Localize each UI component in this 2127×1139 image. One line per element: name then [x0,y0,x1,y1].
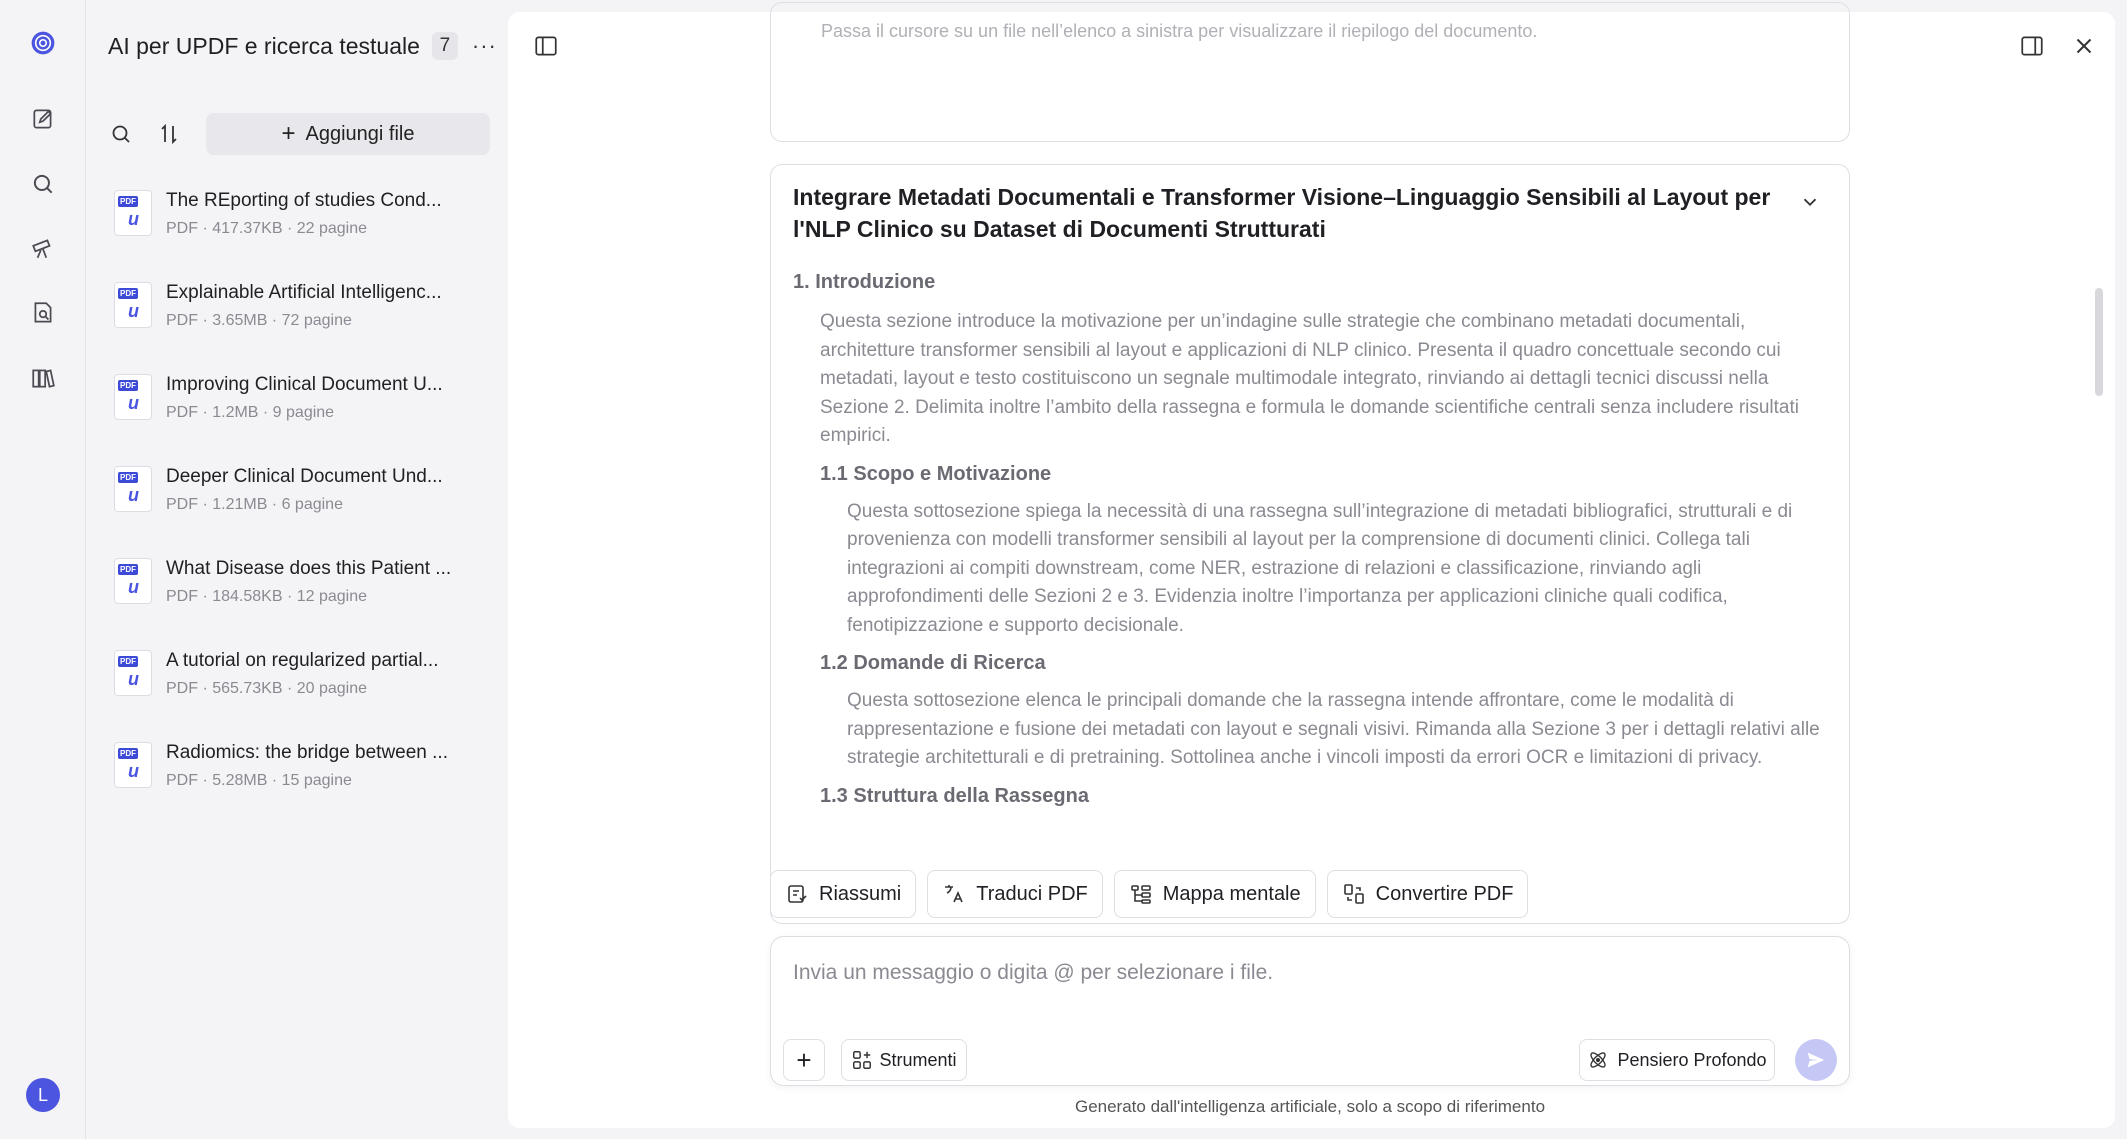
app-logo-icon[interactable] [22,22,64,64]
pdf-file-icon [114,282,152,328]
file-count-badge: 7 [432,32,458,60]
pdf-tag: PDF [120,381,136,390]
app-rail [0,0,86,1139]
summarize-label: Riassumi [819,882,902,905]
file-text [166,456,466,514]
deep-think-label: Pensiero Profondo [1617,1049,1767,1070]
edit-icon[interactable] [22,98,64,140]
more-options-button[interactable]: ··· [471,33,497,58]
outline-card [770,164,1850,924]
updf-mark-icon: u [128,209,139,229]
close-icon[interactable] [2068,30,2100,62]
file-list-item[interactable] [114,548,494,640]
telescope-icon[interactable] [22,227,64,269]
summarize-button[interactable] [770,870,916,918]
quick-actions [770,870,1539,918]
file-list-item[interactable] [114,640,494,732]
file-name: Explainable Artificial Intelligenc... [166,282,442,303]
convert-icon [1342,882,1366,906]
pdf-tag: PDF [120,749,136,758]
section-heading: 1. Introduzione [793,271,936,293]
plus-icon: + [281,120,296,147]
mind-map-icon [1129,882,1153,906]
pdf-tag: PDF [120,289,136,298]
updf-mark-icon: u [128,485,139,505]
toggle-panel-icon[interactable] [2016,30,2048,62]
library-icon[interactable] [22,357,64,399]
translate-pdf-button[interactable] [927,870,1103,918]
file-meta: PDF · 5.28MB · 15 pagine [166,772,352,789]
file-meta: PDF · 184.58KB · 12 pagine [166,588,368,605]
file-list-item[interactable] [114,180,494,272]
message-input[interactable]: Invia un messaggio o digita @ per selezionare i file. [793,961,1274,984]
panel-title: AI per UPDF e ricerca testuale [108,32,420,59]
file-meta: PDF · 1.21MB · 6 pagine [166,496,343,513]
summarize-icon [785,882,809,906]
tools-label: Strumenti [879,1049,957,1070]
previous-message-text: Passa il cursore su un file nell’elenco a sinistra per visualizzare il riepilogo del documento. [821,21,1538,41]
updf-mark-icon: u [128,761,139,781]
toggle-sidebar-icon[interactable] [530,30,562,62]
file-text [166,548,466,606]
message-composer [770,936,1850,1086]
pdf-tag: PDF [120,197,136,206]
pdf-file-icon [114,466,152,512]
file-text [166,364,466,422]
file-name: A tutorial on regularized partial... [166,650,439,671]
add-file-button[interactable] [206,113,490,155]
translate-icon [942,882,966,906]
tools-icon [851,1049,873,1071]
pdf-tag: PDF [120,473,136,482]
file-name: The REporting of studies Cond... [166,190,442,211]
subsection-heading: 1.1 Scopo e Motivazione [820,462,1052,485]
outline-title: Integrare Metadati Documentali e Transformer Visione–Linguaggio Sensibili al Layout per l'NLP Clinico su Dataset di Documenti Strutturati [793,184,1771,242]
convert-pdf-label: Convertire PDF [1375,882,1514,905]
document-search-icon[interactable] [22,292,64,334]
updf-mark-icon: u [128,301,139,321]
tools-button[interactable] [841,1039,967,1081]
pdf-file-icon [114,558,152,604]
previous-message-card [770,2,1850,142]
atom-icon [1587,1049,1609,1071]
file-toolbar [106,112,490,156]
file-text [166,732,466,790]
deep-think-button[interactable] [1579,1039,1775,1081]
updf-mark-icon: u [128,393,139,413]
pdf-file-icon [114,190,152,236]
search-files-icon[interactable] [106,119,136,149]
convert-pdf-button[interactable] [1327,870,1529,918]
subsection-heading: 1.2 Domande di Ricerca [820,652,1046,674]
section-text: Questa sezione introduce la motivazione per un’indagine sulle strategie che combinano metadati documentali, architetture transformer sensibili al layout e applicazioni di NLP clinico. Presenta il quadro concettuale secondo cui metadati, layout e testo costituiscono un segnale multimodale integrato, rinviando ai dettagli tecnici discussi nella Sezione 2. Delimita inoltre l’ambito della rassegna e formula le domande scientifiche centrali senza includere risultati empirici. [820,311,1800,446]
file-meta: PDF · 417.37KB · 22 pagine [166,220,368,237]
file-panel-header [108,28,497,64]
file-list [114,180,494,824]
user-avatar[interactable]: L [26,1078,60,1112]
plus-icon: + [796,1044,812,1075]
file-name: Improving Clinical Document U... [166,374,443,395]
send-icon [1805,1049,1827,1071]
file-meta: PDF · 3.65MB · 72 pagine [166,312,352,329]
pdf-file-icon [114,374,152,420]
disclaimer-text: Generato dall'intelligenza artificiale, solo a scopo di riferimento [1074,1097,1546,1116]
chat-main [508,12,2115,1128]
pdf-file-icon [114,742,152,788]
file-name: What Disease does this Patient ... [166,558,452,579]
file-meta: PDF · 565.73KB · 20 pagine [166,680,368,697]
pdf-file-icon [114,650,152,696]
file-text [166,640,466,698]
file-name: Radiomics: the bridge between ... [166,742,448,763]
scrollbar-thumb[interactable] [2095,288,2103,396]
attach-button[interactable] [783,1039,825,1081]
add-file-label: Aggiungi file [305,122,415,145]
file-list-item[interactable] [114,732,494,824]
subsection-heading: 1.3 Struttura della Rassegna [820,784,1089,807]
file-name: Deeper Clinical Document Und... [166,466,443,487]
pdf-tag: PDF [120,565,136,574]
translate-pdf-label: Traduci PDF [976,882,1088,905]
file-list-item[interactable] [114,272,494,364]
updf-mark-icon: u [128,577,139,597]
subsection-text: Questa sottosezione elenca le principali domande che la rassegna intende affrontare, come le modalità di rappresentazione e fusione dei metadati con layout e segnali visivi. Rimanda alla Sezione 3 per i dettagli relativi alle strategie architetturali e di pretraining. Sottolinea anche i vincoli imposti da errori OCR e limitazioni di privacy. [847,690,1820,768]
search-icon[interactable] [22,163,64,205]
file-text [166,272,466,330]
file-list-item[interactable] [114,456,494,548]
sort-icon[interactable] [154,119,184,149]
subsection-text: Questa sottosezione spiega la necessità di una rassegna sull’integrazione di metadati bibliografici, strutturali e di provenienza con modelli transformer sensibili al layout per la comprensione di documenti clinici. Collega tali integrazioni ai compiti downstream, come NER, estrazione di relazioni e classificazione, rinviando agli approfondimenti delle Sezioni 2 e 3. Evidenzia inoltre l’importanza per applicazioni cliniche quali codifica, fenotipizzazione e supporto decisionale. [847,500,1793,636]
file-meta: PDF · 1.2MB · 9 pagine [166,404,335,421]
updf-mark-icon: u [128,669,139,689]
send-button[interactable] [1795,1039,1837,1081]
pdf-tag: PDF [120,657,136,666]
file-text [166,180,466,238]
file-list-item[interactable] [114,364,494,456]
conversation-scroll[interactable] [770,21,1852,854]
mind-map-label: Mappa mentale [1162,882,1301,905]
mind-map-button[interactable] [1114,870,1316,918]
file-panel [86,0,506,1139]
chevron-down-icon[interactable] [1799,191,1821,213]
